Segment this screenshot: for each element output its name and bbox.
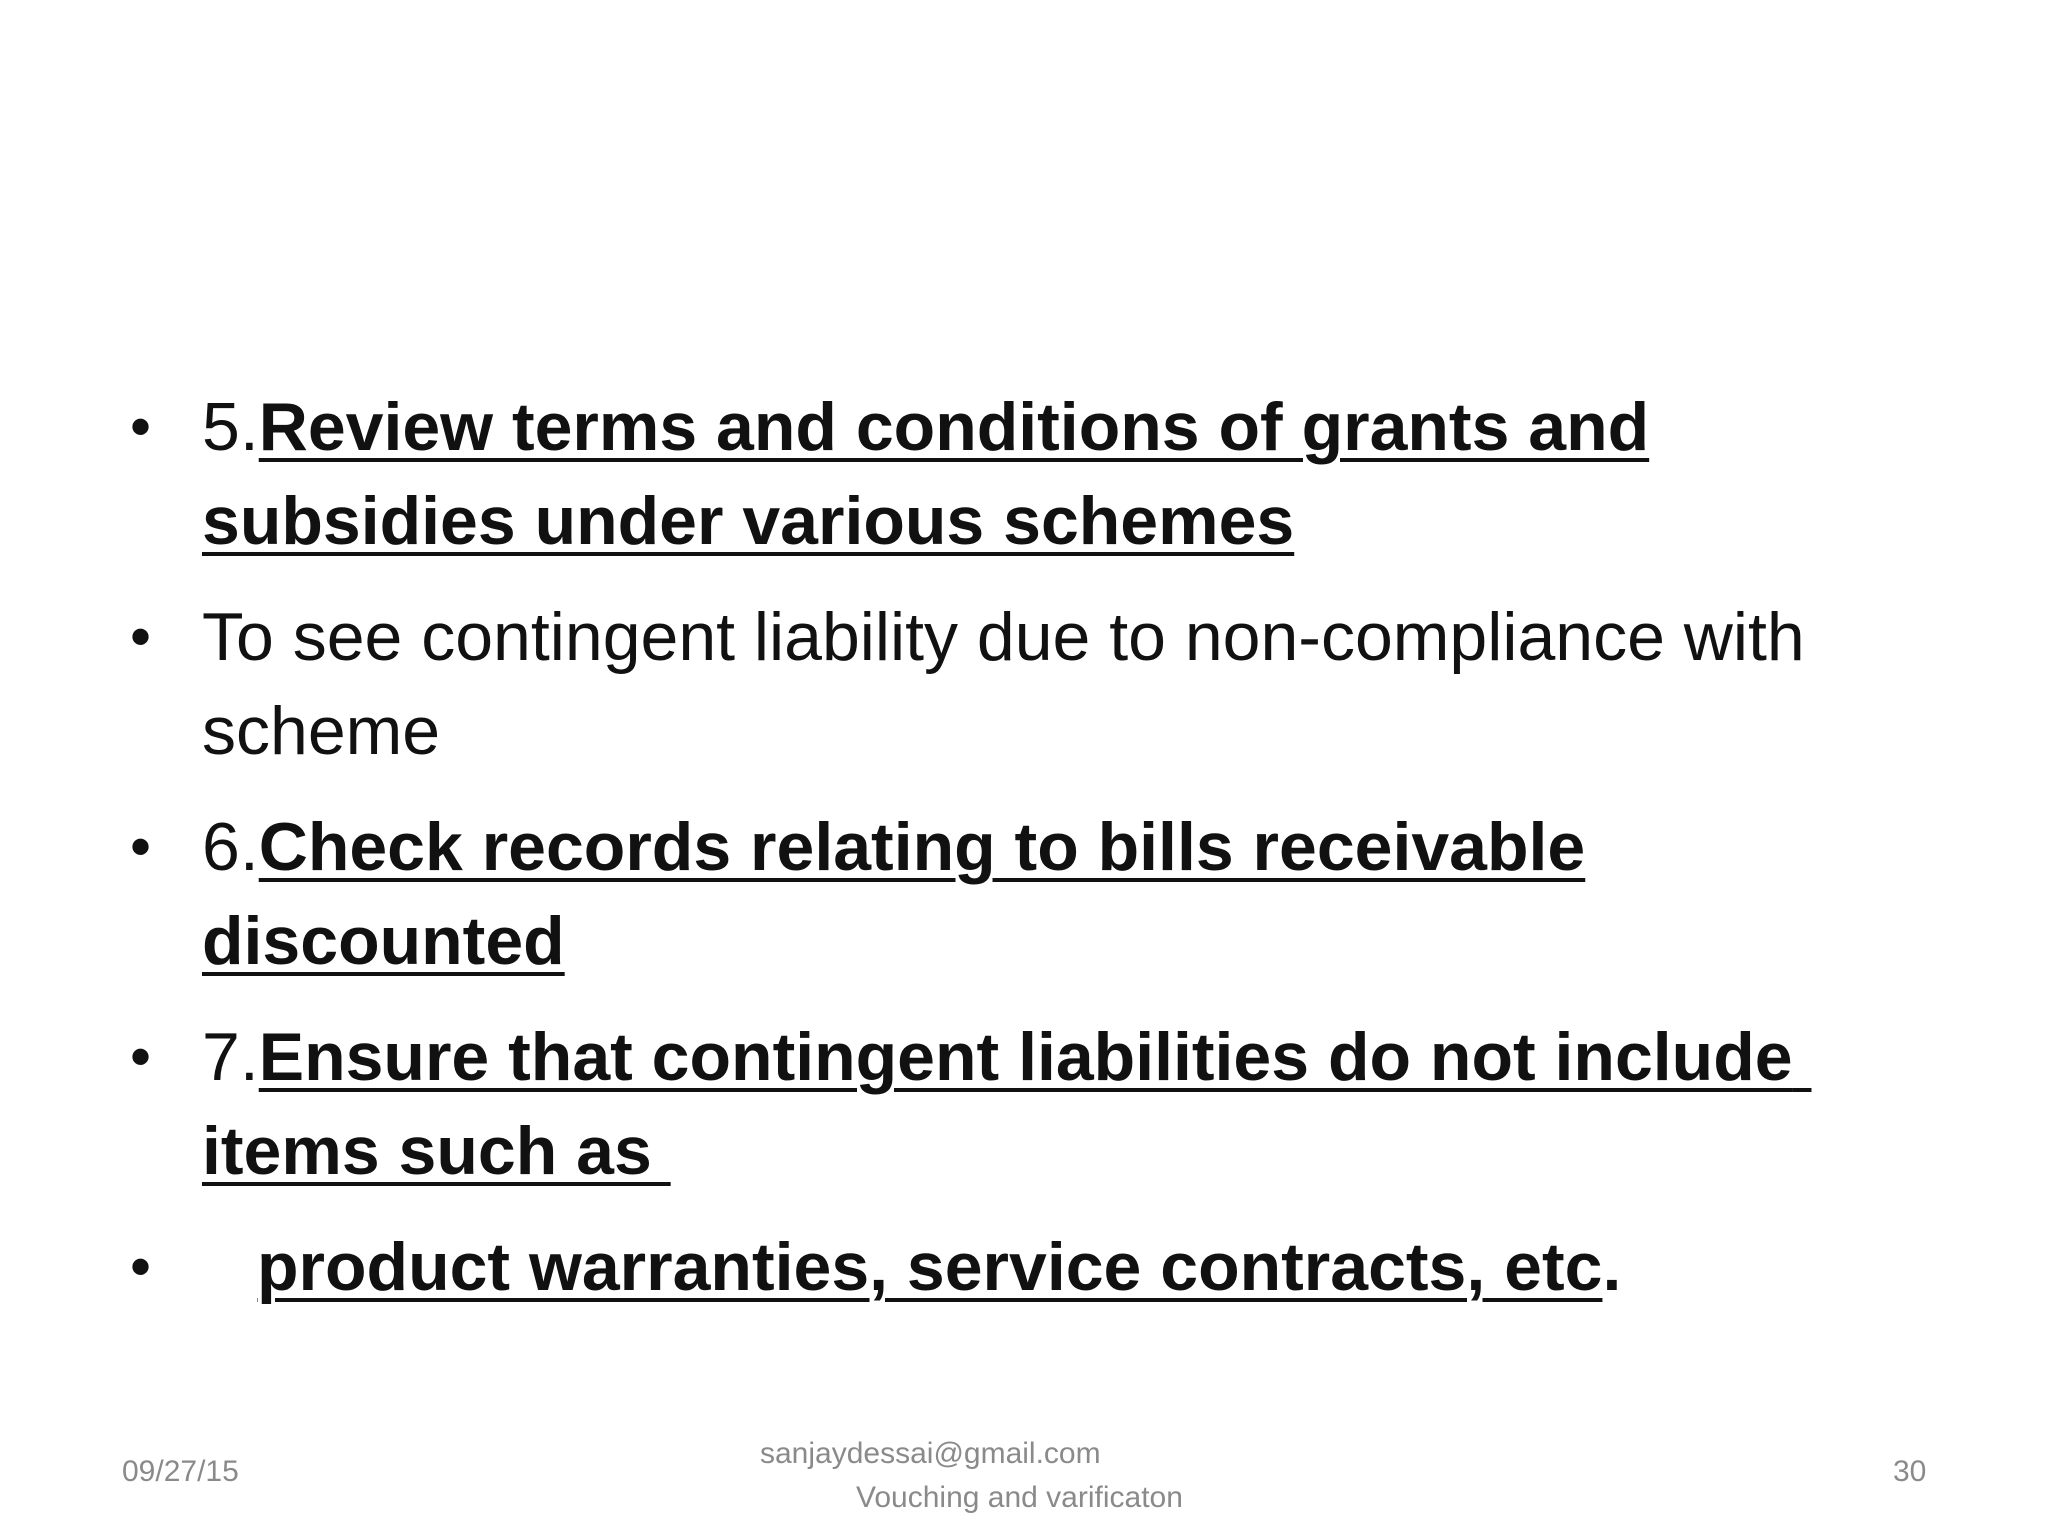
bullet-item-contingent [120, 590, 1920, 778]
bullet-text: product warranties, service contracts, etc [257, 1229, 1603, 1305]
bullet-number: 7. [202, 1019, 259, 1095]
bullet-dot-icon: • [130, 1023, 152, 1090]
bullet-text: Check records relating to bills receivable discounted [202, 809, 1586, 979]
bullet-item-5 [120, 380, 1920, 568]
footer-page-number: 30 [1893, 1455, 1927, 1488]
bullet-text: To see contingent liability due to non-compliance with scheme [202, 599, 1805, 769]
bullet-number: 5. [202, 389, 259, 465]
bullet-dot-icon: • [130, 813, 152, 880]
footer-date: 09/27/15 [122, 1455, 239, 1488]
footer-subtitle: Vouching and varificaton [856, 1481, 1183, 1514]
bullet-dot-icon: • [130, 393, 152, 460]
bullet-item-7 [120, 1010, 1920, 1198]
bullet-item-6 [120, 800, 1920, 988]
bullet-number: 6. [202, 809, 259, 885]
bullet-dot-icon: • [130, 603, 152, 670]
footer-email: sanjaydessai@gmail.com [760, 1437, 1101, 1470]
bullet-dot-icon: • [130, 1233, 152, 1300]
bullet-list [120, 380, 1920, 1336]
bullet-text: Ensure that contingent liabilities do not include items such as [202, 1019, 1812, 1189]
bullet-text: Review terms and conditions of grants and subsidies under various schemes [202, 389, 1650, 559]
footer-center [760, 1432, 1320, 1520]
bullet-suffix: . [1602, 1229, 1622, 1305]
bullet-item-warranties [120, 1220, 1920, 1314]
